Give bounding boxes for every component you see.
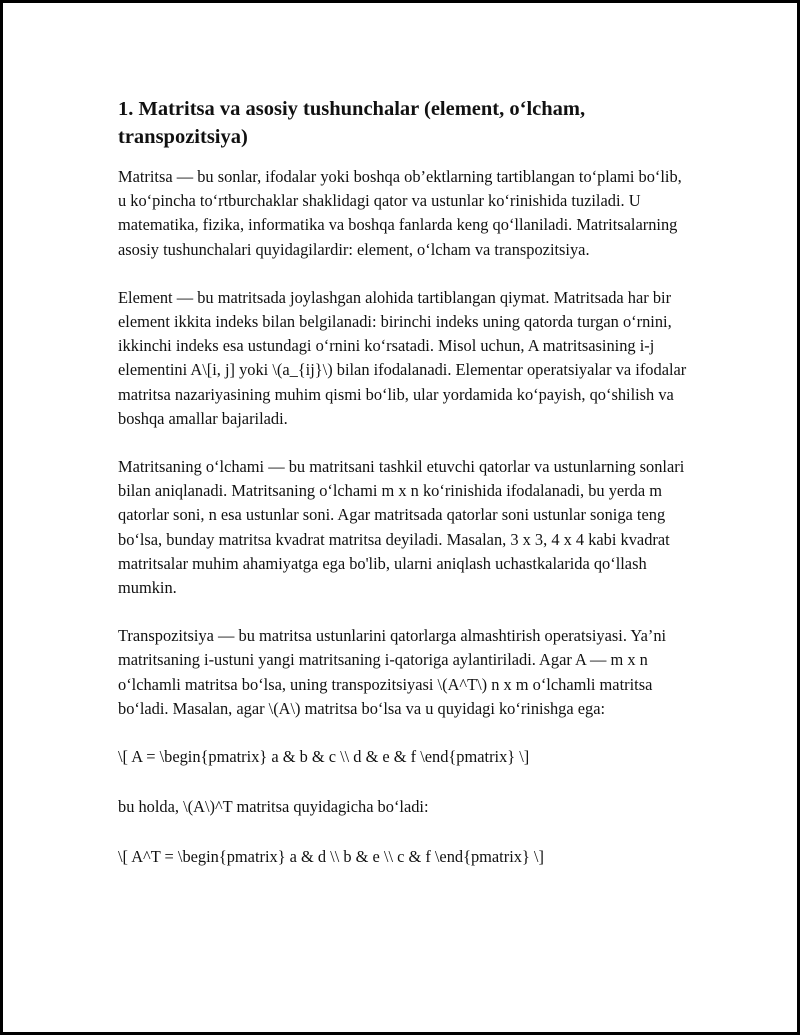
section-heading: 1. Matritsa va asosiy tushunchalar (element, o‘lcham, transpozitsiya)	[118, 98, 586, 148]
paragraph-transpose-intro: bu holda, \(A\)^T matritsa quyidagicha bo‘ladi:	[118, 797, 429, 817]
formula-matrix-a-transpose: \[ A^T = \begin{pmatrix} a & d \\ b & e \\ c & f \end{pmatrix} \]	[118, 847, 544, 867]
paragraph-transposition: Transpozitsiya — bu matritsa ustunlarini qatorlarga almashtirish operatsiyasi. Ya’ni matritsaning i-ustuni yangi matritsaning i-qatoriga aylantiriladi. Agar A — m x n o‘lchamli matritsa bo‘lsa, uning transpozitsiyasi \(A^T\) n x m o‘lchamli matritsa bo‘ladi. Masalan, agar \(A\) matritsa bo‘lsa va u quyidagi ko‘rinishga ega:	[118, 626, 667, 718]
paragraph-intro: Matritsa — bu sonlar, ifodalar yoki boshqa ob’ektlarning tartiblangan to‘plami bo‘lib, u ko‘pincha to‘rtburchaklar shaklidagi qator va ustunlar ko‘rinishida tuziladi. U matematika, fizika, informatika va boshqa fanlarda keng qo‘llaniladi. Matritsalarning asosiy tushunchalari quyidagilardir: element, o‘lcham va transpozitsiya.	[118, 167, 682, 259]
document-content	[118, 95, 693, 896]
paragraph-dimension: Matritsaning o‘lchami — bu matritsani tashkil etuvchi qatorlar va ustunlarning sonlari bilan aniqlanadi. Matritsaning o‘lchami m x n ko‘rinishida ifodalanadi, bu yerda m qatorlar soni, n esa ustunlar soni. Agar matritsada qatorlar soni ustunlar soniga teng bo‘lsa, bunday matritsa kvadrat matritsa deyiladi. Masalan, 3 x 3, 4 x 4 kabi kvadrat matritsalar muhim ahamiyatga ega bo'lib, ularni aniqlash uchastkalarida qo‘llash mumkin.	[118, 457, 685, 598]
formula-matrix-a: \[ A = \begin{pmatrix} a & b & c \\ d & e & f \end{pmatrix} \]	[118, 747, 530, 767]
paragraph-element: Element — bu matritsada joylashgan alohida tartiblangan qiymat. Matritsada har bir element ikkita indeks bilan belgilanadi: birinchi indeks uning qatorda turgan o‘rnini, ikkinchi indeks esa ustundagi o‘rnini ko‘rsatadi. Misol uchun, A matritsasining i-j elementini A\[i, j] yoki \(a_{ij}\) bilan ifodalanadi. Elementar operatsiyalar va ifodalar matritsa nazariyasining muhim qismi bo‘lib, ular yordamida ko‘payish, qo‘shilish va boshqa amallar bajariladi.	[118, 287, 687, 428]
